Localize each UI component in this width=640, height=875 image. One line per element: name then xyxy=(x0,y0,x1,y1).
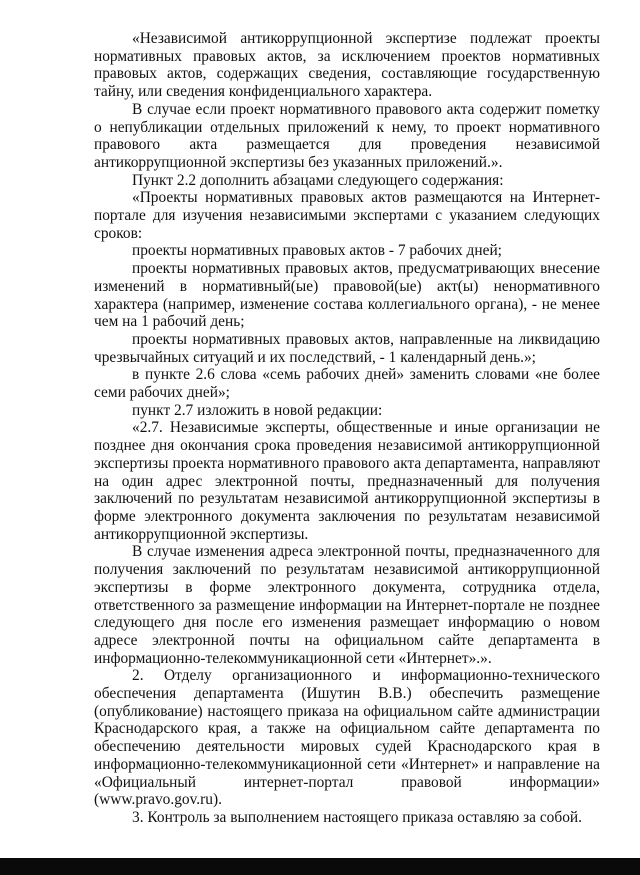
paragraph-item-3-control: 3. Контроль за выполнением настоящего приказа оставляю за собой. xyxy=(132,808,582,826)
paragraph-amend-2-7: пункт 2.7 изложить в новой редакции: xyxy=(132,401,383,419)
paragraph-item-2-publication: 2. Отделу организационного и информационно-технического обеспечения департамента (Ишутин В.В.) обеспечить размещение (опубликование) настоящего приказа на официальном сайте администрации Краснодарского края, а также на официальном сайте департамента по обеспечению деятельности мировых судей Краснодарского края в информационно-телекоммуникационной сети «Интернет» и направление на «Официальный интернет-портал правовой информации» (www.pravo.gov.ru). xyxy=(94,667,600,809)
paragraph-amend-2-6: в пункте 2.6 слова «семь рабочих дней» заменить словами «не более семи рабочих дней»; xyxy=(94,366,600,402)
paragraph-2-7-text: «2.7. Независимые эксперты, общественные и иные организации не позднее дня окончания срока проведения независимой антикоррупционной экспертизы проекта нормативного правового акта департамента, направляют на один адрес электронной почты, предназначенный для получения заключений по результатам независимой антикоррупционной экспертизы в форме электронного документа заключения по результатам независимой антикоррупционной экспертизы. xyxy=(94,419,600,543)
paragraph-email-change: В случае изменения адреса электронной почты, предназначенного для получения заключений по результатам независимой антикоррупционной экспертизы в форме электронного документа, сотрудника отдела, ответственного за размещение информации на Интернет-портале не позднее следующего дня после его изменения размещает информацию о новом адресе электронной почты на официальном сайте департамента в информационно-телекоммуникационной сети «Интернет».». xyxy=(94,543,600,667)
paragraph-term-1-working-day: проекты нормативных правовых актов, предусматривающих внесение изменений в нормативный(ые) правовой(ые) акт(ы) ненормативного характера (например, изменение состава коллегиального органа), - не менее чем на 1 рабочий день; xyxy=(94,260,600,331)
paragraph-term-1-calendar-day: проекты нормативных правовых актов, направленные на ликвидацию чрезвычайных ситуаций и их последствий, - 1 календарный день.»; xyxy=(94,330,600,366)
document-body xyxy=(94,30,600,827)
scan-bottom-edge xyxy=(0,858,640,875)
paragraph-expertise-scope: «Независимой антикоррупционной экспертизе подлежат проекты нормативных правовых актов, за исключением проектов нормативных правовых актов, содержащих сведения, составляющие государственную тайну, или сведения конфиденциального характера. xyxy=(94,30,600,101)
paragraph-term-7-days: проекты нормативных правовых актов - 7 рабочих дней; xyxy=(132,242,502,260)
paragraph-amend-2-2: Пункт 2.2 дополнить абзацами следующего содержания: xyxy=(132,171,504,189)
paragraph-unpublished-attachments: В случае если проект нормативного правового акта содержит пометку о непубликации отдельных приложений к нему, то проект нормативного правового акта размещается для проведения независимой антикоррупционной экспертизы без указанных приложений.». xyxy=(94,100,600,171)
paragraph-posting-terms: «Проекты нормативных правовых актов размещаются на Интернет-портале для изучения независимыми экспертами с указанием следующих сроков: xyxy=(94,189,600,242)
